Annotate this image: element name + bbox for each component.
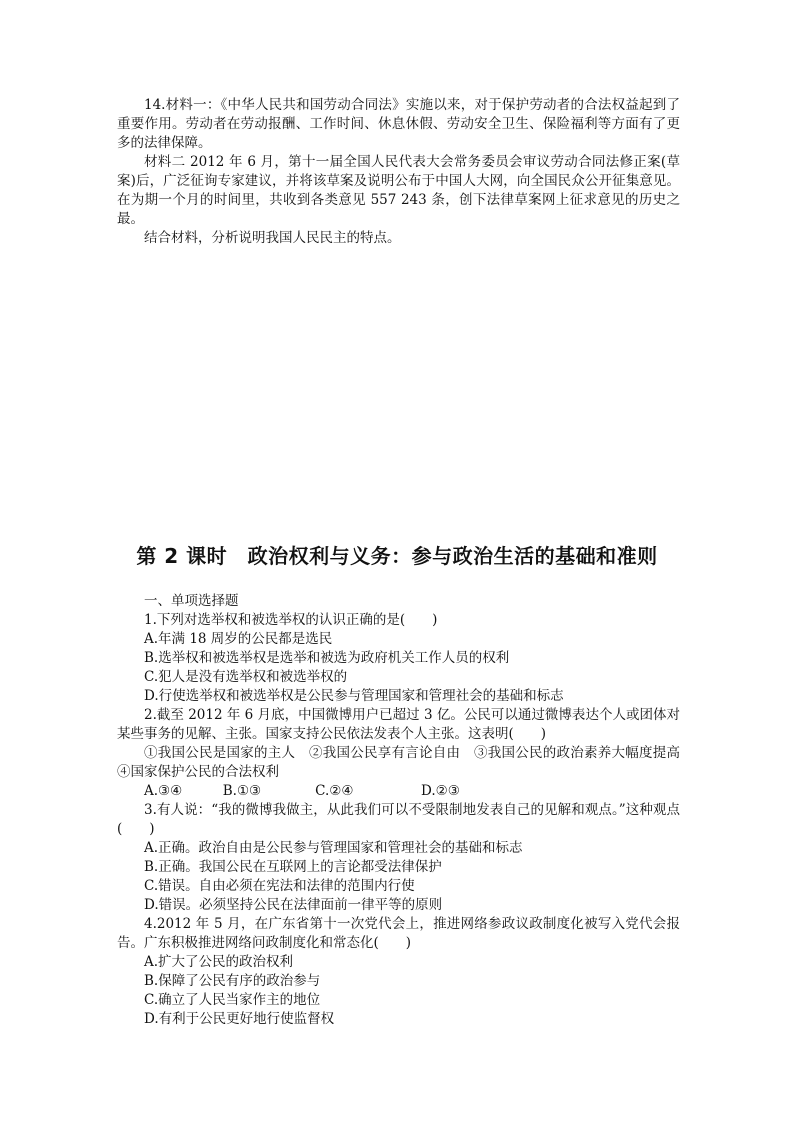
lesson-title: 第 2 课时 政治权利与义务：参与政治生活的基础和准则 bbox=[136, 544, 658, 568]
option-a: A.年满 18 周岁的公民都是选民 bbox=[144, 631, 333, 647]
question-stem: 3.有人说：“我的微博我做主，从此我们可以不受限制地发表自己的见解和观点。”这种观点( ) bbox=[117, 802, 680, 837]
option-b: B.正确。我国公民在互联网上的言论都受法律保护 bbox=[144, 859, 442, 875]
question-14 bbox=[117, 96, 680, 248]
q14-material-2: 材料二 2012 年 6 月，第十一届全国人民代表大会常务委员会审议劳动合同法修正案(草案)后，广泛征询专家建议，并将该草案及说明公布于中国人大网，向全国民众公开征集意见。在为期一个月的时间里，共收到各类意见 557 243 条，创下法律草案网上征求意见的历史之最。 bbox=[117, 154, 680, 227]
question-stem: 1.下列对选举权和被选举权的认识正确的是( ) bbox=[144, 612, 438, 628]
option-a: A.扩大了公民的政治权利 bbox=[144, 954, 294, 970]
q14-material-1: 14.材料一：《中华人民共和国劳动合同法》实施以来，对于保护劳动者的合法权益起到了重要作用。劳动者在劳动报酬、工作时间、休息休假、劳动安全卫生、保险福利等方面有了更多的法律保障。 bbox=[117, 97, 680, 151]
choice-section bbox=[117, 592, 694, 1029]
question-statements: ①我国公民是国家的主人 ②我国公民享有言论自由 ③我国公民的政治素养大幅度提高 ④国家保护公民的合法权利 bbox=[117, 745, 694, 780]
option-c: C.确立了人民当家作主的地位 bbox=[144, 992, 321, 1008]
options-line: A.③④ B.①③ C.②④ D.②③ bbox=[144, 783, 460, 799]
option-b: B.选举权和被选举权是选举和被选为政府机关工作人员的权利 bbox=[144, 650, 510, 666]
question-stem: 2.截至 2012 年 6 月底，中国微博用户已超过 3 亿。公民可以通过微博表达个人或团体对某些事务的见解、主张。国家支持公民依法发表个人主张。这表明( ) bbox=[117, 707, 680, 742]
question-stem: 4.2012 年 5 月，在广东省第十一次党代会上，推进网络参政议政制度化被写入党代会报告。广东积极推进网络问政制度化和常态化( ) bbox=[117, 916, 680, 951]
question-3 bbox=[117, 801, 680, 915]
option-c: C.犯人是没有选举权和被选举权的 bbox=[144, 669, 348, 685]
question-1 bbox=[117, 611, 680, 706]
option-d: D.行使选举权和被选举权是公民参与管理国家和管理社会的基础和标志 bbox=[144, 688, 564, 704]
section-heading: 一、单项选择题 bbox=[144, 593, 239, 609]
question-2 bbox=[117, 706, 694, 801]
option-c: C.错误。自由必须在宪法和法律的范围内行使 bbox=[144, 878, 415, 894]
option-a: A.正确。政治自由是公民参与管理国家和管理社会的基础和标志 bbox=[144, 840, 523, 856]
option-d: D.错误。必须坚持公民在法律面前一律平等的原则 bbox=[144, 897, 443, 913]
option-d: D.有利于公民更好地行使监督权 bbox=[144, 1011, 335, 1027]
question-4 bbox=[117, 915, 680, 1029]
option-b: B.保障了公民有序的政治参与 bbox=[144, 973, 321, 989]
q14-prompt: 结合材料，分析说明我国人民民主的特点。 bbox=[144, 230, 401, 246]
